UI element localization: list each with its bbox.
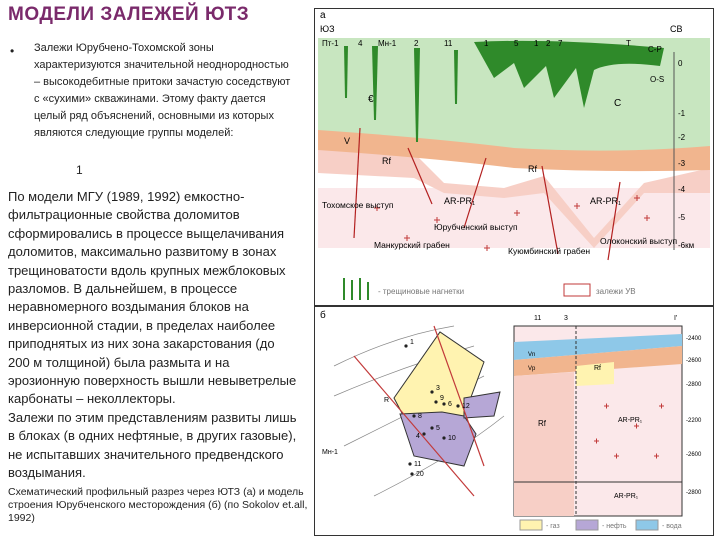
figure-caption: Схематический профильный разрез через ЮТЗ (а) и модель строения Юрубченского месторождения (б) (по Sokolov et.all, 1992) bbox=[8, 486, 308, 524]
well-label-2: Мн-1 bbox=[378, 39, 397, 48]
well-8: 8 bbox=[418, 413, 422, 420]
legend-gas-swatch bbox=[520, 520, 542, 530]
bullet-marker: • bbox=[10, 44, 15, 58]
intro-paragraph: Залежи Юрубчено-Тохомской зоны характеризуются значительной неоднородностью – высокодебитные притоки зачастую соседствуют с «сухими» скважинами. Этому факту дается целый ряд объяснений, основными из которых являются следующие группы моделей: bbox=[34, 42, 291, 139]
legend-deposit-swatch bbox=[564, 284, 590, 296]
unit-os: O-S bbox=[650, 75, 665, 84]
panel-a-label: а bbox=[320, 10, 326, 21]
section-top-3: 3 bbox=[564, 315, 568, 322]
well-label-7: 1 bbox=[534, 39, 539, 48]
depth-3: -3 bbox=[678, 159, 686, 168]
section-rf-1: Rf bbox=[538, 419, 546, 428]
well-label-4: 11 bbox=[444, 39, 453, 48]
model-number: 1 bbox=[76, 163, 83, 177]
section-vp: Vp bbox=[528, 366, 536, 372]
depth-b-2: -2800 bbox=[686, 382, 702, 388]
well-label-3: 2 bbox=[414, 39, 419, 48]
section-rf-2: Rf bbox=[594, 365, 601, 372]
riphean-block bbox=[514, 372, 574, 516]
dir-left: ЮЗ bbox=[320, 24, 335, 34]
map-label-r: R bbox=[384, 397, 390, 404]
profile-section-figure bbox=[314, 8, 714, 306]
unit-arpr-2: AR-PR₁ bbox=[590, 196, 622, 206]
main-paragraph bbox=[8, 188, 298, 483]
well-6: 6 bbox=[448, 401, 452, 408]
well-9: 9 bbox=[440, 395, 444, 402]
region-mankur: Манкурский грабен bbox=[374, 240, 450, 250]
main-text: По модели МГУ (1989, 1992) емкостно-фильтрационные свойства доломитов сформировались в процессе выщелачивания доломитов, максимально развитому в зонах трещиноватости вдоль крупных межблоковых разломов. В дальнейшем, в процессе неравномерного воздымания блоков на инверсионной стадии, в пределах наиболее приподнятых из них зона закарстования (до 200 м толщиной) была размыта и на эрозионную поверхность вышли невыветрелые карбонаты – неколлекторы. bbox=[8, 189, 297, 407]
well-label-8: 2 bbox=[546, 39, 551, 48]
well-5: 5 bbox=[436, 425, 440, 432]
depth-b-1: -2600 bbox=[686, 358, 702, 364]
depth-b-3: -2200 bbox=[686, 418, 702, 424]
main-text-2: Залежи по этим представлениям развиты лишь в блоках (в одних нефтяные, в других газовые), не испытавших значительного предвендского воздымания. bbox=[8, 409, 297, 481]
well-4: 4 bbox=[416, 433, 420, 440]
unit-v: V bbox=[344, 136, 351, 146]
region-kuyumbin: Куюмбинский грабен bbox=[508, 246, 591, 256]
region-olokon: Олоконский выступ bbox=[600, 236, 678, 246]
well-20: 20 bbox=[416, 471, 424, 478]
legend-deposit-text: залежи УВ bbox=[596, 287, 636, 296]
legend-oil-text: - нефть bbox=[602, 523, 627, 530]
region-yurubchen: Юрубченский выступ bbox=[434, 222, 518, 232]
depth-4: -4 bbox=[678, 185, 686, 194]
depth-6: -6км bbox=[678, 241, 695, 250]
region-tokhom: Тохомское выступ bbox=[322, 200, 394, 210]
well-label-10: Т bbox=[626, 39, 631, 48]
depth-2: -2 bbox=[678, 133, 686, 142]
well-1: 1 bbox=[410, 339, 414, 346]
well-12: 12 bbox=[462, 403, 470, 410]
well-11: 11 bbox=[414, 461, 422, 468]
depth-1: -1 bbox=[678, 109, 686, 118]
depth-b-4: -2600 bbox=[686, 452, 702, 458]
well-label-5: 1 bbox=[484, 39, 489, 48]
section-top-i: I' bbox=[674, 315, 678, 322]
section-vn: Vn bbox=[528, 352, 536, 358]
legend-fracture-text: - трещиновые нагнетки bbox=[378, 287, 465, 296]
well-label-1: 4 bbox=[358, 39, 363, 48]
page-title: МОДЕЛИ ЗАЛЕЖЕЙ ЮТЗ bbox=[8, 4, 250, 25]
depth-0: 0 bbox=[678, 59, 683, 68]
well-label-6: 5 bbox=[514, 39, 519, 48]
depth-b-0: -2400 bbox=[686, 336, 702, 342]
unit-cp: С-Р bbox=[648, 45, 662, 54]
depth-b-5: -2800 bbox=[686, 490, 702, 496]
unit-cambrian: € bbox=[368, 94, 374, 105]
legend-water-text: - вода bbox=[662, 523, 682, 530]
section-top-11: 11 bbox=[534, 315, 542, 322]
unit-arpr-1: AR-PR₁ bbox=[444, 196, 476, 206]
depth-5: -5 bbox=[678, 213, 686, 222]
unit-rf-2: Rf bbox=[528, 164, 537, 174]
section-arpr-2: AR-PR₁ bbox=[614, 493, 639, 500]
map-label-mn1: Мн-1 bbox=[322, 449, 338, 456]
panel-b-label: б bbox=[320, 310, 326, 321]
legend-gas-text: - газ bbox=[546, 523, 560, 530]
deposit-model-figure bbox=[314, 306, 714, 536]
well-3: 3 bbox=[436, 385, 440, 392]
legend-oil-swatch bbox=[576, 520, 598, 530]
unit-c: С bbox=[614, 98, 622, 109]
well-label-0: Пт-1 bbox=[322, 39, 339, 48]
well-label-9: 7 bbox=[558, 39, 563, 48]
well-10: 10 bbox=[448, 435, 456, 442]
dir-right: СВ bbox=[670, 24, 683, 34]
unit-rf-1: Rf bbox=[382, 156, 391, 166]
legend-water-swatch bbox=[636, 520, 658, 530]
section-arpr-1: AR-PR₁ bbox=[618, 417, 643, 424]
